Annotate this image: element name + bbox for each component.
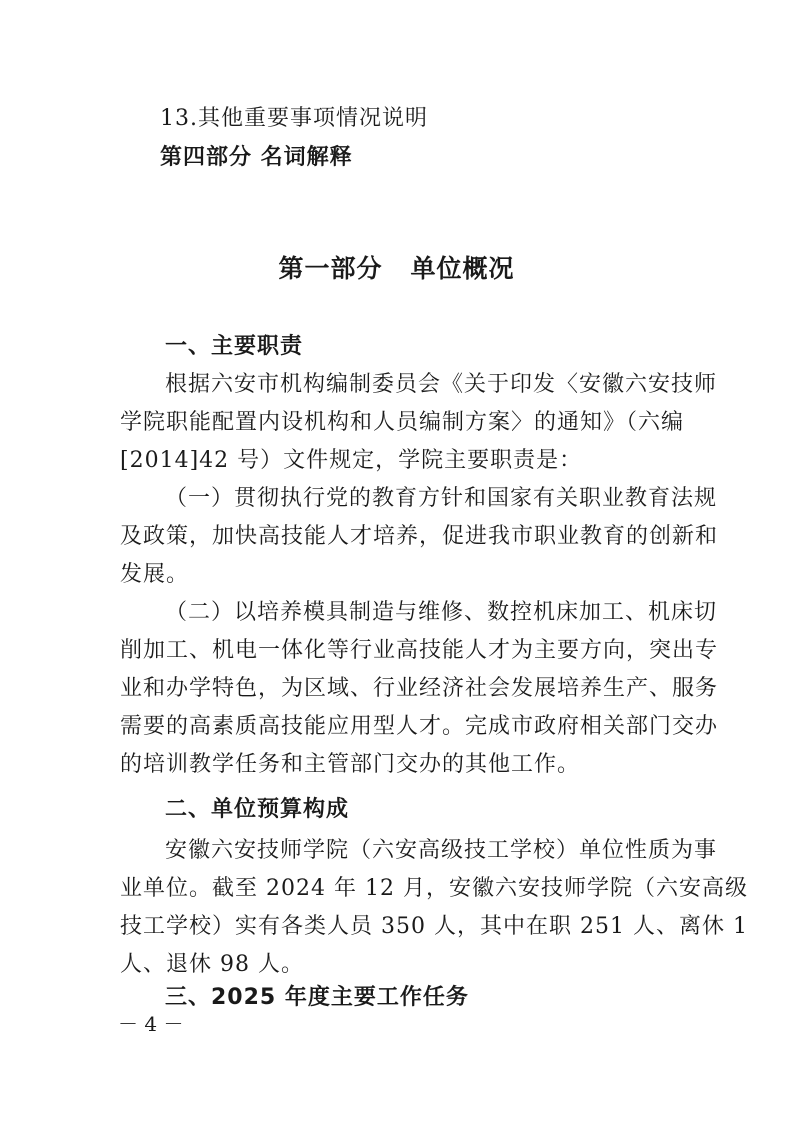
section-heading-duties: 一、主要职责 bbox=[165, 334, 304, 359]
duties-paragraph-line: [2014]42 号）文件规定，学院主要职责是： bbox=[120, 448, 583, 473]
section-heading-composition: 二、单位预算构成 bbox=[165, 797, 350, 822]
composition-paragraph-line: 安徽六安技师学院（六安高级技工学校）单位性质为事 bbox=[165, 838, 718, 863]
toc-part-4: 第四部分 名词解释 bbox=[160, 145, 353, 170]
composition-paragraph-line: 业单位。截至 2024 年 12 月，安徽六安技师学院（六安高级 bbox=[120, 876, 748, 901]
duties-paragraph-line: 学院职能配置内设机构和人员编制方案〉的通知》（六编 bbox=[120, 410, 685, 435]
page-number: － 4 － bbox=[118, 1012, 184, 1036]
duty-item-2-line: 削加工、机电一体化等行业高技能人才为主要方向，突出专 bbox=[120, 638, 719, 663]
part-title-right: 单位概况 bbox=[410, 254, 515, 283]
part-title bbox=[0, 252, 793, 286]
duties-paragraph-line: 根据六安市机构编制委员会《关于印发〈安徽六安技师 bbox=[165, 372, 718, 397]
duty-item-1-line: 发展。 bbox=[120, 562, 190, 587]
duty-item-2-line: 的培训教学任务和主管部门交办的其他工作。 bbox=[120, 752, 581, 777]
duty-item-1-line: 及政策，加快高技能人才培养，促进我市职业教育的创新和 bbox=[120, 524, 719, 549]
duty-item-1-line: （一）贯彻执行党的教育方针和国家有关职业教育法规 bbox=[165, 486, 718, 511]
part-title-left: 第一部分 bbox=[278, 254, 383, 283]
toc-item-13: 13.其他重要事项情况说明 bbox=[160, 106, 428, 131]
section-heading-tasks: 三、2025 年度主要工作任务 bbox=[165, 985, 469, 1010]
duty-item-2-line: 业和办学特色，为区域、行业经济社会发展培养生产、服务 bbox=[120, 676, 719, 701]
duty-item-2-line: 需要的高素质高技能应用型人才。完成市政府相关部门交办 bbox=[120, 714, 719, 739]
composition-paragraph-line: 人、退休 98 人。 bbox=[120, 952, 304, 977]
composition-paragraph-line: 技工学校）实有各类人员 350 人，其中在职 251 人、离休 1 bbox=[120, 914, 748, 939]
duty-item-2-line: （二）以培养模具制造与维修、数控机床加工、机床切 bbox=[165, 600, 718, 625]
